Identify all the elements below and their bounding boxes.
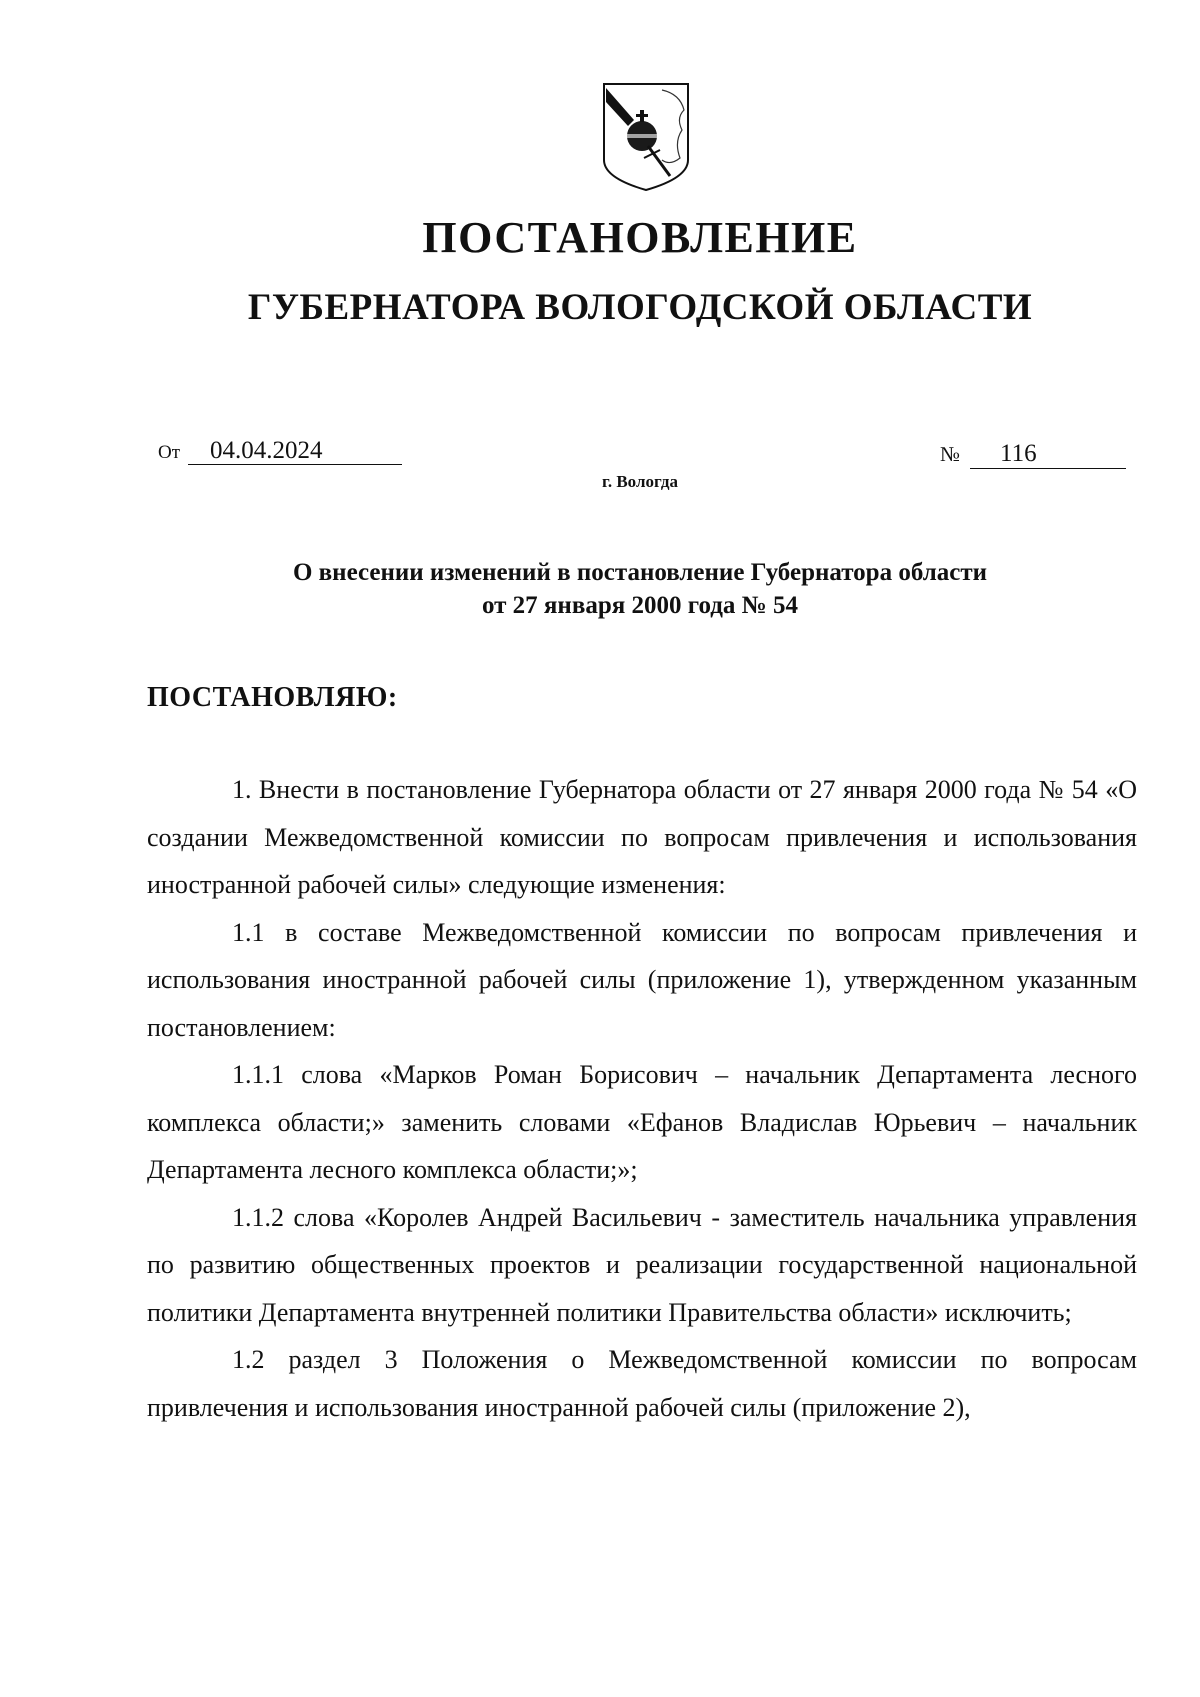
paragraph-1-1-1: 1.1.1 слова «Марков Роман Борисович – начальник Департамента лесного комплекса области;» заменить словами «Ефанов Владислав Юрьевич – начальник Департамента лесного комплекса области;»;	[147, 1060, 1137, 1184]
decree-heading: ПОСТАНОВЛЯЮ:	[147, 682, 398, 713]
paragraph-1: 1. Внести в постановление Губернатора области от 27 января 2000 года № 54 «О создании Межведомственной комиссии по вопросам привлечения и использования иностранной рабочей силы» следующие изменения:	[147, 775, 1137, 899]
date-field	[158, 438, 402, 465]
paragraph-1-2: 1.2 раздел 3 Положения о Межведомственной комиссии по вопросам привлечения и использования иностранной рабочей силы (приложение 2),	[147, 1345, 1137, 1422]
number-value: 116	[970, 440, 1126, 469]
vologda-coat-of-arms-icon	[600, 80, 692, 194]
subject-line-1: О внесении изменений в постановление Губернатора области	[292, 559, 988, 586]
number-label: №	[940, 442, 961, 466]
date-label: От	[158, 442, 181, 463]
document-subject	[0, 556, 1200, 622]
number-field	[940, 440, 1126, 469]
document-issuer: ГУБЕРНАТОРА ВОЛОГОДСКОЙ ОБЛАСТИ	[247, 287, 1033, 328]
document-title: ПОСТАНОВЛЕНИЕ	[422, 213, 858, 262]
city-label: г. Вологда	[602, 472, 678, 491]
paragraph-1-1-2: 1.1.2 слова «Королев Андрей Васильевич - заместитель начальника управления по развитию общественных проектов и реализации государственной национальной политики Департамента внутренней политики Правительства области» исключить;	[147, 1202, 1137, 1327]
document-body	[147, 766, 1137, 1431]
subject-line-2: от 27 января 2000 года № 54	[481, 592, 799, 619]
date-value: 04.04.2024	[188, 438, 402, 465]
paragraph-1-1: 1.1 в составе Межведомственной комиссии по вопросам привлечения и использования иностранной рабочей силы (приложение 1), утвержденном указанным постановлением:	[147, 917, 1137, 1042]
